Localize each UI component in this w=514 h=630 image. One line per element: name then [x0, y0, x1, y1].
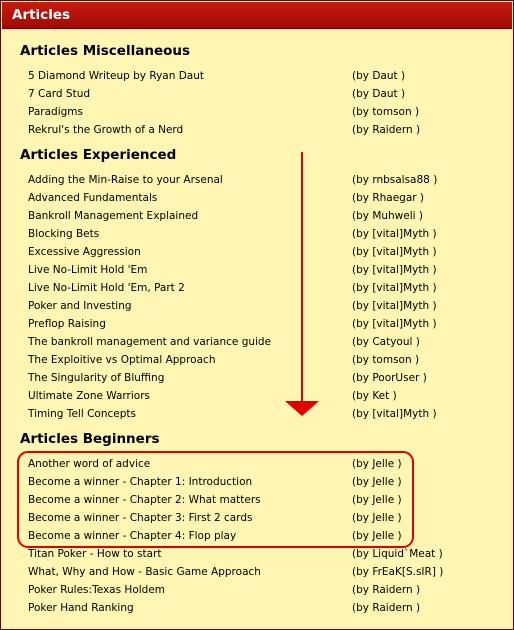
article-title-link[interactable]: Poker Rules:Texas Holdem: [28, 584, 166, 596]
article-title-link[interactable]: Adding the Min-Raise to your Arsenal: [28, 174, 223, 186]
article-row[interactable]: [28, 334, 468, 352]
article-author: (by Rhaegar ): [352, 192, 425, 204]
article-author: (by [vital]Myth ): [352, 246, 437, 258]
article-row[interactable]: [28, 68, 468, 86]
article-author: (by Jelle ): [352, 512, 402, 524]
article-row[interactable]: [28, 406, 468, 424]
section-title-beginners: Articles Beginners: [20, 431, 160, 447]
article-author: (by Daut ): [352, 88, 406, 100]
article-title-link[interactable]: Paradigms: [28, 106, 83, 118]
article-row[interactable]: [28, 546, 468, 564]
article-row[interactable]: [28, 122, 468, 140]
article-author: (by Raidern ): [352, 602, 421, 614]
article-row[interactable]: [28, 208, 468, 226]
article-author: (by Catyoul ): [352, 336, 420, 348]
article-row[interactable]: [28, 352, 468, 370]
article-author: (by rnbsalsa88 ): [352, 174, 438, 186]
article-row[interactable]: [28, 600, 468, 618]
article-title-link[interactable]: The bankroll management and variance guide: [28, 336, 272, 348]
article-title-link[interactable]: Become a winner - Chapter 1: Introduction: [28, 476, 253, 488]
article-row[interactable]: [28, 226, 468, 244]
article-row[interactable]: [28, 582, 468, 600]
section-title-miscellaneous: Articles Miscellaneous: [20, 43, 191, 59]
section-title-experienced: Articles Experienced: [20, 147, 177, 163]
article-title-link[interactable]: Titan Poker - How to start: [28, 548, 162, 560]
article-title-link[interactable]: 5 Diamond Writeup by Ryan Daut: [28, 70, 205, 82]
article-title-link[interactable]: Preflop Raising: [28, 318, 106, 330]
article-row[interactable]: [28, 280, 468, 298]
article-title-link[interactable]: Advanced Fundamentals: [28, 192, 158, 204]
article-row[interactable]: [28, 86, 468, 104]
article-row[interactable]: [28, 528, 468, 546]
article-title-link[interactable]: Live No-Limit Hold 'Em: [28, 264, 148, 276]
article-row[interactable]: [28, 244, 468, 262]
article-title-link[interactable]: Become a winner - Chapter 2: What matters: [28, 494, 261, 506]
article-title-link[interactable]: 7 Card Stud: [28, 88, 91, 100]
article-row[interactable]: [28, 104, 468, 122]
article-author: (by Jelle ): [352, 530, 402, 542]
article-author: (by [vital]Myth ): [352, 228, 437, 240]
article-title-link[interactable]: Become a winner - Chapter 3: First 2 cards: [28, 512, 253, 524]
article-title-link[interactable]: Poker and Investing: [28, 300, 132, 312]
article-author: (by Ket ): [352, 390, 397, 402]
article-title-link[interactable]: The Singularity of Bluffing: [28, 372, 165, 384]
article-author: (by Liquid`Meat ): [352, 548, 443, 560]
article-author: (by Muhweli ): [352, 210, 423, 222]
article-title-link[interactable]: Another word of advice: [28, 458, 151, 470]
article-title-link[interactable]: Become a winner - Chapter 4: Flop play: [28, 530, 237, 542]
article-row[interactable]: [28, 564, 468, 582]
article-author: (by FrEaK[S.sIR] ): [352, 566, 444, 578]
article-title-link[interactable]: Rekrul's the Growth of a Nerd: [28, 124, 184, 136]
article-title-link[interactable]: Blocking Bets: [28, 228, 100, 240]
article-row[interactable]: [28, 474, 468, 492]
article-author: (by Daut ): [352, 70, 406, 82]
article-author: (by tomson ): [352, 354, 420, 366]
article-row[interactable]: [28, 492, 468, 510]
article-author: (by [vital]Myth ): [352, 318, 437, 330]
article-row[interactable]: [28, 370, 468, 388]
article-row[interactable]: [28, 262, 468, 280]
article-author: (by [vital]Myth ): [352, 408, 437, 420]
article-title-link[interactable]: Poker Hand Ranking: [28, 602, 134, 614]
article-title-link[interactable]: Timing Tell Concepts: [28, 408, 136, 420]
article-row[interactable]: [28, 510, 468, 528]
article-title-link[interactable]: Ultimate Zone Warriors: [28, 390, 151, 402]
article-title-link[interactable]: What, Why and How - Basic Game Approach: [28, 566, 261, 578]
article-title-link[interactable]: Bankroll Management Explained: [28, 210, 199, 222]
panel-title: Articles: [12, 7, 71, 23]
article-author: (by tomson ): [352, 106, 420, 118]
article-author: (by Jelle ): [352, 494, 402, 506]
article-author: (by [vital]Myth ): [352, 282, 437, 294]
article-author: (by [vital]Myth ): [352, 264, 437, 276]
article-author: (by Raidern ): [352, 584, 421, 596]
article-row[interactable]: [28, 172, 468, 190]
article-author: (by Jelle ): [352, 458, 402, 470]
article-author: (by Raidern ): [352, 124, 421, 136]
article-row[interactable]: [28, 190, 468, 208]
article-author: (by Jelle ): [352, 476, 402, 488]
article-row[interactable]: [28, 298, 468, 316]
article-row[interactable]: [28, 456, 468, 474]
article-author: (by PoorUser ): [352, 372, 427, 384]
article-author: (by [vital]Myth ): [352, 300, 437, 312]
article-title-link[interactable]: Live No-Limit Hold 'Em, Part 2: [28, 282, 185, 294]
article-row[interactable]: [28, 388, 468, 406]
article-row[interactable]: [28, 316, 468, 334]
article-title-link[interactable]: The Exploitive vs Optimal Approach: [28, 354, 216, 366]
article-title-link[interactable]: Excessive Aggression: [28, 246, 141, 258]
panel-titlebar: [2, 2, 512, 29]
